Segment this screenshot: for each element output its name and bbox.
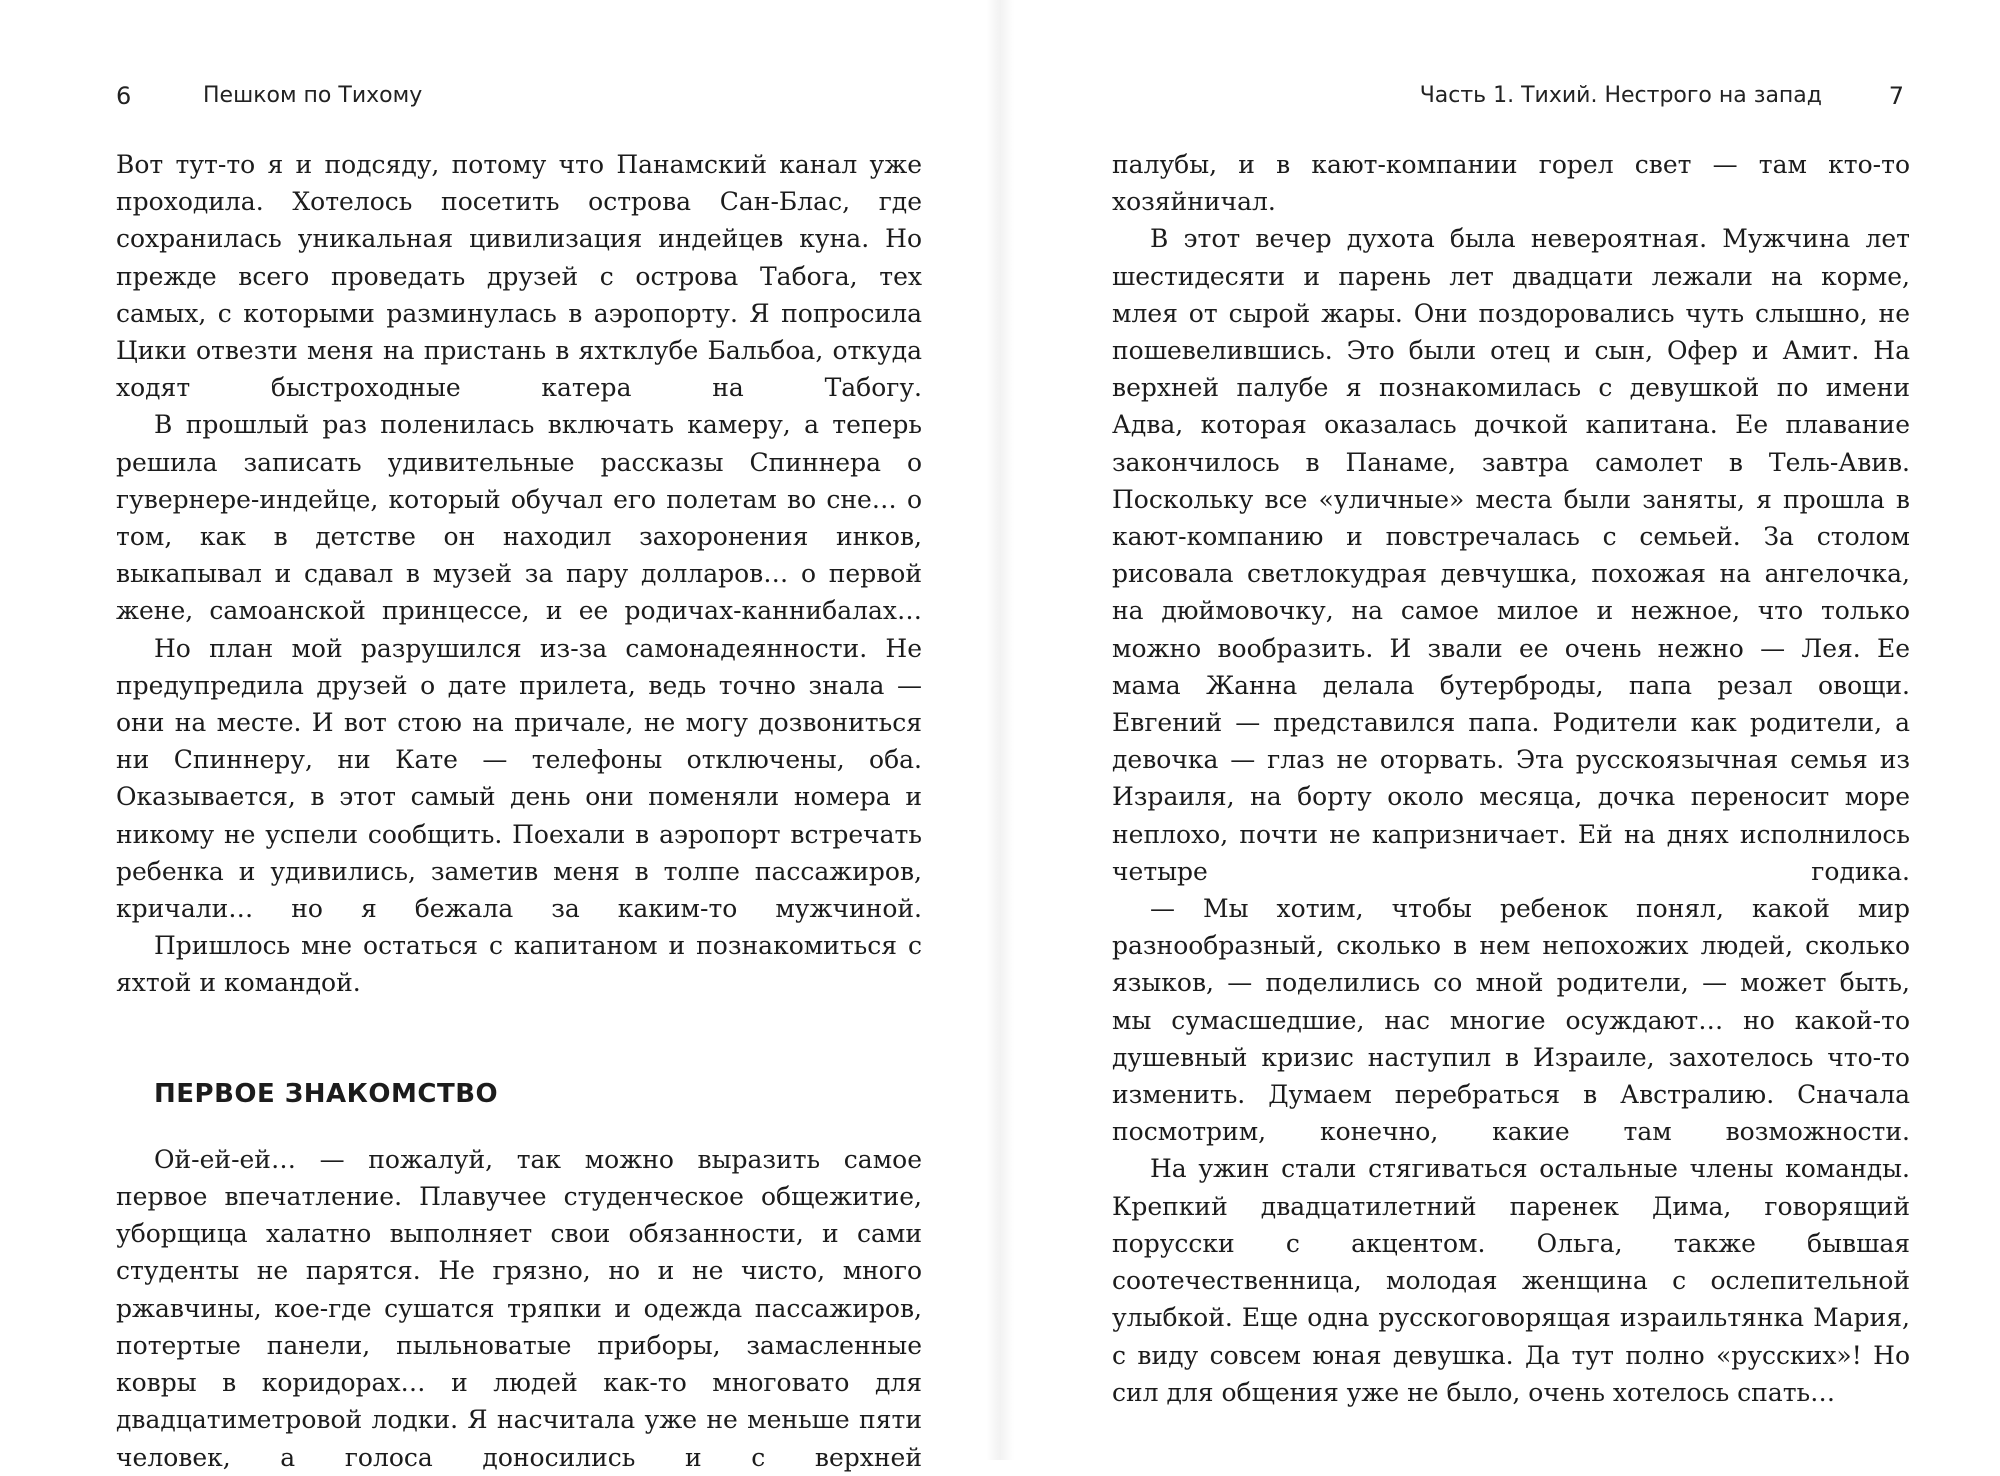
section-heading: ПЕРВОЕ ЗНАКОМСТВО [154, 1078, 499, 1109]
left-page-body [116, 146, 922, 1476]
paragraph: палубы, и в кают-компании горел свет — там кто-то хозяйничал. [1112, 150, 1910, 217]
paragraph: Но план мой разрушился из-за самонадеянности. Не предупредила друзей о дате прилета, ведь точно знала — они на месте. И вот стою на причале, не могу дозвониться ни Спиннеру, ни Кате — телефоны отключены, оба. Оказывается, в этот самый день они поменяли номера и никому не успели сообщить. Поехали в аэропорт встречать ребенка и удивились, заметив меня в толпе пассажиров, кричали… но я бежала за каким-то мужчиной. [116, 633, 922, 924]
paragraph: На ужин стали стягиваться остальные члены команды. Крепкий двадцатилетний паренек Дима, говорящий порусски с акцентом. Ольга, также бывшая соотечественница, молодая женщина с ослепительной улыбкой. Еще одна русскоговорящая израильтянка Мария, с виду совсем юная девушка. Да тут полно «русских»! Но сил для общения уже не было, очень хотелось спать… [1112, 1154, 1910, 1407]
paragraph: В прошлый раз поленилась включать камеру, а теперь решила записать удивительные рассказы Спиннера о гувернере-индейце, который обучал его полетам во сне… о том, как в детстве он находил захоронения инков, выкапывал и сдавал в музей за пару долларов… о первой жене, самоанской принцессе, и ее родичах-каннибалах… [116, 410, 922, 626]
running-head-left: Пешком по Тихому [203, 83, 423, 108]
paragraph: Пришлось мне остаться с капитаном и познакомиться с яхтой и командой. [116, 931, 922, 998]
paragraph: Ой-ей-ей… — пожалуй, так можно выразить самое первое впечатление. Плавучее студенческое общежитие, уборщица халатно выполняет свои обязанности, и сами студенты не парятся. Не грязно, но и не чисто, много ржавчины, кое-где сушатся тряпки и одежда пассажиров, потертые панели, пыльноватые приборы, замасленные ковры в коридорах… и людей как-то многовато для двадцатиметровой лодки. Я насчитала уже не меньше пяти человек, а голоса доносились и с верхней [116, 1144, 922, 1472]
running-head-right: Часть 1. Тихий. Нестрого на запад [1419, 83, 1822, 108]
left-page [0, 0, 1000, 1472]
paragraph: В этот вечер духота была невероятная. Мужчина лет шестидесяти и парень лет двадцати лежали на корме, млея от сырой жары. Они поздоровались чуть слышно, не пошевелившись. Это были отец и сын, Офер и Амит. На верхней палубе я познакомилась с девушкой по имени Адва, которая оказалась дочкой капитана. Ее плавание закончилось в Панаме, завтра самолет в Тель-Авив. Поскольку все «уличные» места были заняты, я прошла в кают-компанию и повстречалась с семьей. За столом рисовала светлокудрая девчушка, похожая на ангелочка, на дюймовочку, на самое милое и нежное, что только можно вообразить. И звали ее очень нежно — Лея. Ее мама Жанна делала бутерброды, папа резал овощи. Евгений — представился папа. Родители как родители, а девочка — глаз не оторвать. Эта русскоязычная семья из Израиля, на борту около месяца, дочка переносит море неплохо, почти не капризничает. Ей на днях исполнилось четыре годика. [1112, 224, 1910, 886]
right-page-body [1112, 146, 1910, 1411]
paragraph: — Мы хотим, чтобы ребенок понял, какой мир разнообразный, сколько в нем непохожих людей, сколько языков, — поделились со мной родители, — может быть, мы сумасшедшие, нас многие осуждают… но какой-то душевный кризис наступил в Израиле, захотелось что-то изменить. Думаем перебраться в Австралию. Сначала посмотрим, конечно, какие там возможности. [1112, 894, 1910, 1147]
right-page [1000, 0, 2000, 1460]
paragraph: Вот тут-то я и подсяду, потому что Панамский канал уже проходила. Хотелось посетить острова Сан-Блас, где сохранилась уникальная цивилизация индейцев куна. Но прежде всего проведать друзей с острова Табога, тех самых, с которыми разминулась в аэропорту. Я попросила Цики отвезти меня на пристань в яхтклубе Бальбоа, откуда ходят быстроходные катера на Табогу. [116, 150, 922, 403]
page-number-right: 7 [1888, 82, 1904, 110]
page-number-left: 6 [116, 82, 132, 110]
